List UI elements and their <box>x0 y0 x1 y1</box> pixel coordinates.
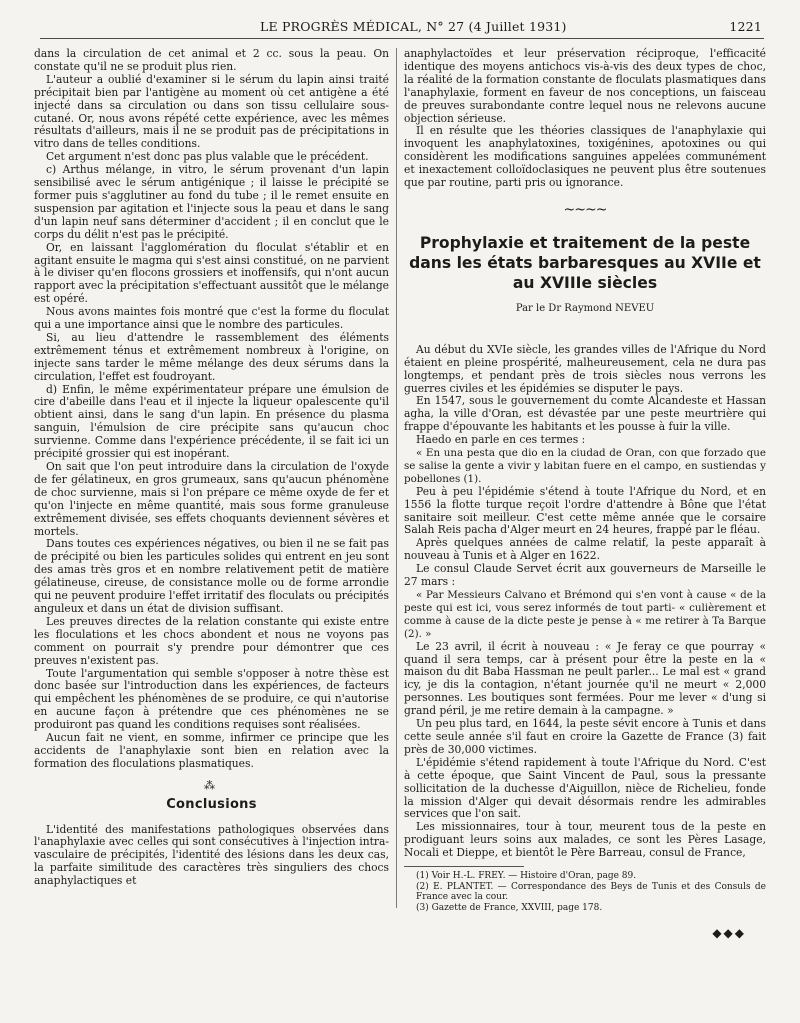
footnote: (3) Gazette de France, XXVIII, page 178. <box>416 902 603 913</box>
footnote: (1) Voir H.-L. FREY. — Histoire d'Oran, page 89. <box>416 871 637 882</box>
paragraph: anaphylactoïdes et leur préservation réciproque, l'efficacité identique des moyens antichocs vis-à-vis des deux types de choc, la réalité de la formation constante de floculats plasmatiques dans l'anaphylaxie, forment en faveur de nos conceptions, un faisceau de preuves surabondante contre lequel nous ne relevons aucune objection sérieuse. <box>404 47 766 125</box>
article-byline: Par le Dr Raymond NEVEU <box>515 302 655 314</box>
paragraph: d) Enfin, le même expérimentateur prépare une émulsion de cire d'abeille dans l'eau et il injecte la liqueur opalescente qu'il obtient ainsi, dans le sang d'un lapin. En présence du plasma sanguin, l'émulsion de cire précipite sans qu'aucun choc survienne. Comme dans l'expérience précédente, il se fait ici un précipité grossier qui est inopérant. <box>34 382 389 461</box>
paragraph: Un peu plus tard, en 1644, la peste sévit encore à Tunis et dans cette seule année s'il faut en croire la Gazette de France (3) fait près de 30,000 victimes. <box>404 717 766 756</box>
paragraph: Les preuves directes de la relation constante qui existe entre les floculations et les chocs abondent et nous ne voyons pas comment on pourrait s'y prendre pour démontrer que ces preuves n'existent pas. <box>34 614 389 667</box>
running-header <box>40 16 764 39</box>
footnote-rule <box>404 866 524 867</box>
paragraph: Toute l'argumentation qui semble s'opposer à notre thèse est donc basée sur l'introduction dans les expériences, de facteurs qui empêchent les phénomènes de se produire, ce qui n'autorise en aucune façon à prétendre que ces phénomènes ne se produiront pas quand les conditions requises sont réalisées. <box>34 666 389 732</box>
section-ornament: ⁂ <box>204 778 219 792</box>
paragraph: Après quelques années de calme relatif, la peste apparaît à nouveau à Tunis et à Alger en 1622. <box>404 536 766 563</box>
paragraph: c) Arthus mélange, in vitro, le sérum provenant d'un lapin sensibilisé avec le sérum antigénique ; il laisse le précipité se former puis s'agglutiner au fond du tube ; il le remet ensuite en suspension par agitation et l'injecte sous la peau et dans le sang d'un lapin neuf sans déterminer d'accident ; il en conclut que le corps du délit n'est pas le précipité. <box>34 163 389 241</box>
paragraph: Si, au lieu d'attendre le rassemblement des éléments extrêmement ténus et extrêmement nombreux à l'origine, on injecte sans tarder le même mélange des deux sérums dans la circulation, l'effet est foudroyant. <box>34 330 389 383</box>
paragraph: Le consul Claude Servet écrit aux gouverneurs de Marseille le 27 mars : <box>404 562 766 589</box>
article-title: Prophylaxie et traitement de la peste dans les états barbaresques au XVIIe et au XVIIIe siècles <box>409 233 761 292</box>
paragraph: Au début du XVIe siècle, les grandes villes de l'Afrique du Nord étaient en pleine prospérité, malheureusement, cela ne dura pas longtemps, et pendant près de trois siècles nous verrons les guerres civiles et les épidémies se disputer le pays. <box>404 342 766 395</box>
paragraph: Dans toutes ces expériences négatives, ou bien il ne se fait pas de précipité ou bien les particules solides qui entrent en jeu sont des amas très gros et en nombre relativement petit de matière gélatineuse, cireuse, de consistance molle ou de forme arrondie qui ne peuvent produire l'effet irritatif des floculats ou précipités anguleux et dans un état de division suffisant. <box>34 537 389 615</box>
paragraph: En 1547, sous le gouvernement du comte Alcandeste et Hassan agha, la ville d'Oran, est dévastée par une peste meurtrière qui frappe d'épouvante les habitants et les pousse à fuir la ville. <box>404 394 766 434</box>
paragraph: L'identité des manifestations pathologiques observées dans l'anaphylaxie avec celles qui sont consécutives à l'injection intra-vasculaire de précipités, l'identité des lésions dans les deux cas, la parfaite similitude des caractères très singuliers des chocs anaphylactiques et <box>34 822 389 888</box>
journal-title: LE PROGRÈS MÉDICAL, N° 27 (4 Juillet 1931) <box>260 19 567 34</box>
quotation: « En una pesta que dio en la ciudad de Oran, con que forzado que se salise la gente a vivir y labitan fuere en el campo, en sustiendas y pobellones (1). <box>404 447 766 485</box>
footnote: (2) E. PLANTET. — Correspondance des Beys de Tunis et des Consuls de France avec la cour. <box>416 881 766 903</box>
paragraph: Cet argument n'est donc pas plus valable que le précédent. <box>46 150 369 164</box>
paragraph: Haedo en parle en ces termes : <box>416 433 586 447</box>
paragraph: On sait que l'on peut introduire dans la circulation de l'oxyde de fer gélatineux, en gros grumeaux, sans qu'aucun phénomène de choc survienne, mais si l'on prépare ce même oxyde de fer et qu'on l'injecte en même quantité, mais sous forme granuleuse extrêmement divisée, ses effets choquants deviennent sévères et mortels. <box>34 460 389 538</box>
end-ornament: ◆◆◆ <box>712 926 746 941</box>
paragraph: Les missionnaires, tour à tour, meurent tous de la peste en prodiguant leurs soins aux malades, ce sont les Pères Lasage, Nocali et Dieppe, et bientôt le Père Barreau, consul de France, <box>404 820 766 860</box>
right-column <box>404 48 766 940</box>
paragraph: Il en résulte que les théories classiques de l'anaphylaxie qui invoquent les anaphylatoxines, toxigénines, apotoxines ou qui considèrent les modifications sanguines appelées communément et inexactement colloïdoclasiques ne peuvent plus être soutenues que par routine, parti pris ou ignorance. <box>404 124 766 190</box>
section-heading: Conclusions <box>166 796 257 812</box>
separator-swash: ~~~~ <box>563 201 607 218</box>
left-column <box>34 48 389 888</box>
page-number: 1221 <box>729 19 762 34</box>
paragraph: Nous avons maintes fois montré que c'est la forme du floculat qui a une importance ainsi que le nombre des particules. <box>34 305 389 332</box>
paragraph: L'épidémie s'étend rapidement à toute l'Afrique du Nord. C'est à cette époque, que Saint Vincent de Paul, sous la pressante sollicitation de la duchesse d'Aiguillon, nièce de Richelieu, fonde la mission d'Alger qui devait désormais rendre les admirables services que l'on sait. <box>404 755 766 821</box>
paragraph: Le 23 avril, il écrit à nouveau : « Je feray ce que pourray « quand il sera temps, car à présent pour être la peste en la « maison du dit Baba Hassman ne peult parler... Le mal est « grand icy, je dis la contagion, n'étant journée qu'il ne meurt « 2,000 personnes. Les boutiques sont fermées. Pour me lever « d'ung si grand péril, je me retire demain à la campagne. » <box>404 639 766 718</box>
paragraph: Or, en laissant l'agglomération du floculat s'établir et en agitant ensuite le magma qui s'est ainsi constitué, on ne parvient à le diviser qu'en flocons grossiers et inoffensifs, qui n'ont aucun rapport avec la précipitation s'effectuant aussitôt que le mélange est opéré. <box>34 240 389 306</box>
column-rule <box>396 48 397 908</box>
paragraph: Aucun fait ne vient, en somme, infirmer ce principe que les accidents de l'anaphylaxie sont bien en relation avec la formation des floculations plasmatiques. <box>34 731 389 770</box>
paragraph: dans la circulation de cet animal et 2 cc. sous la peau. On constate qu'il ne se produit plus rien. <box>34 47 389 73</box>
paragraph: L'auteur a oublié d'examiner si le sérum du lapin ainsi traité précipitait bien par l'antigène au moment où cet antigène a été injecté dans sa circulation ou dans son tissu cellulaire sous-cutané. Or, nous avons répété cette expérience, avec les mêmes résultats d'ailleurs, mais il ne se produit pas de précipitations in vitro dans de telles conditions. <box>34 72 389 151</box>
paragraph: Peu à peu l'épidémie s'étend à toute l'Afrique du Nord, et en 1556 la flotte turque reçoit l'ordre d'attendre à Bône que l'état sanitaire soit meilleur. C'est cette même année que le corsaire Salah Reis pacha d'Alger meurt en 24 heures, frappé par le fléau. <box>404 484 766 537</box>
quotation: « Par Messieurs Calvano et Brémond qui s'en vont à cause « de la peste qui est ici, vous serez informés de tout parti- « culièrement et comme à cause de la dicte peste je pense à « me retirer à Ta Barque (2). » <box>404 589 766 640</box>
